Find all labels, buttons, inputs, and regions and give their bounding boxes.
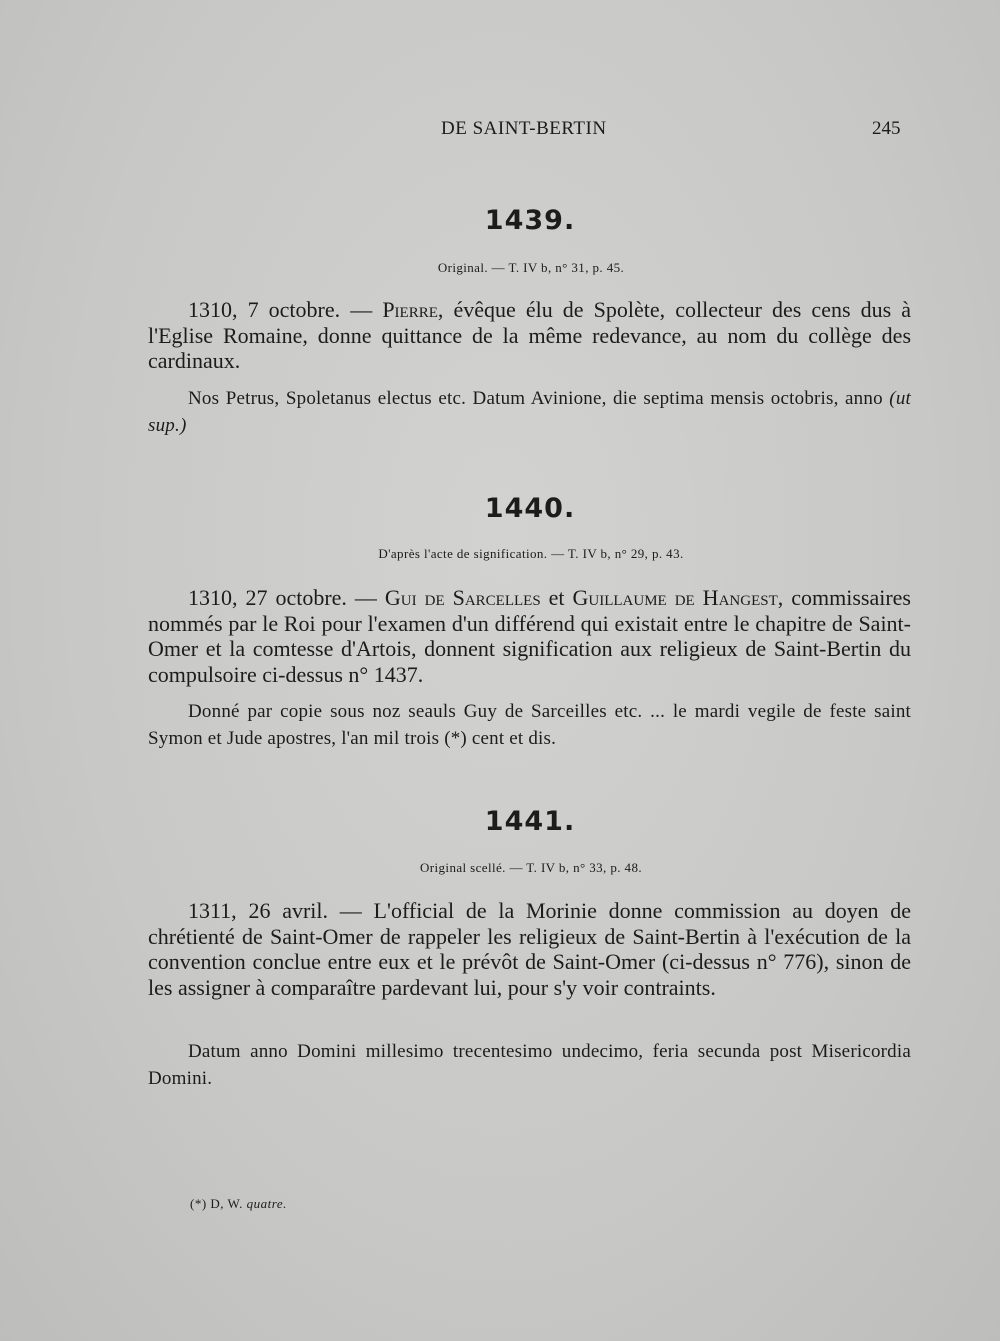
running-title: DE SAINT-BERTIN (441, 118, 607, 139)
summary-text: , commissaires nommés par le Roi pour l'examen d'un différend qui existait entre le chapitre de Saint-Omer et la comtesse d'Artois, donnent signification aux religieux de Saint-Bertin du compulsoire ci-dessus n° 1437. (148, 585, 911, 687)
entry-date: 1311, 26 avril. (188, 898, 329, 923)
entry-summary: 1311, 26 avril. — L'official de la Morinie donne commission au doyen de chrétienté de Saint-Omer de rappeler les religieux de Saint-Bertin à l'exécution de la convention conclue entre eux et le prévôt de Saint-Omer (ci-dessus n° 776), sinon de les assigner à comparaître pardevant lui, pour s'y voir contraints. (148, 898, 912, 1000)
entry-date: 1310, 7 octobre. (188, 297, 341, 322)
entry-quote: Donné par copie sous noz seauls Guy de Sarceilles etc. ... le mardi vegile de feste saint Symon et Jude apostres, l'an mil trois (*) cent et dis. (148, 701, 911, 749)
page-number: 245 (872, 118, 901, 139)
running-head (0, 118, 1000, 142)
entry-number: 1440. (484, 493, 576, 524)
footnote-marker: (*) D, W. (190, 1196, 243, 1211)
entry-source: D'après l'acte de signification. — T. IV b, n° 29, p. 43. (378, 546, 684, 561)
summary-text: L'official de la Morinie donne commission au doyen de chrétienté de Saint-Omer de rappeler les religieux de Saint-Bertin à l'exécution de la convention conclue entre eux et le prévôt de Saint-Omer (ci-dessus n° 776), sinon de les assigner à comparaître pardevant lui, pour s'y voir contraints. (148, 898, 912, 1000)
entry-source: Original. — T. IV b, n° 31, p. 45. (437, 260, 625, 275)
entry-quote: Datum anno Domini millesimo trecentesimo undecimo, feria secunda post Misericordia Domini. (148, 1041, 911, 1089)
entry-number: 1439. (484, 205, 576, 236)
quote-italic: (ut sup.) (148, 388, 912, 436)
person-name: Guillaume de Hangest (572, 585, 778, 610)
person-name: Pierre (382, 297, 438, 322)
person-name: Gui de Sarcelles (384, 585, 541, 610)
entry-date: 1310, 27 octobre. (188, 585, 347, 610)
entry-summary: 1310, 7 octobre. — Pierre, évêque élu de Spolète, collecteur des cens dus à l'Eglise Romaine, donne quittance de la même redevance, au nom du collège des cardinaux. (148, 297, 912, 373)
entry-summary: 1310, 27 octobre. — Gui de Sarcelles et Guillaume de Hangest, commissaires nommés par le Roi pour l'examen d'un différend qui existait entre le chapitre de Saint-Omer et la comtesse d'Artois, donnent signification aux religieux de Saint-Bertin du compulsoire ci-dessus n° 1437. (148, 585, 911, 687)
conjunction: et (540, 585, 573, 610)
footnote-text: quatre. (246, 1196, 287, 1211)
summary-text: , évêque élu de Spolète, collecteur des cens dus à l'Eglise Romaine, donne quittance de la même redevance, au nom du collège des cardinaux. (148, 297, 912, 373)
entry-quote (148, 385, 911, 439)
entry-source: Original scellé. — T. IV b, n° 33, p. 48. (420, 860, 642, 875)
quote-text: Nos Petrus, Spoletanus electus etc. Datum Avinione, die septima mensis octobris, anno (188, 388, 883, 409)
footnote (190, 1196, 287, 1212)
entry-number: 1441. (484, 806, 576, 837)
